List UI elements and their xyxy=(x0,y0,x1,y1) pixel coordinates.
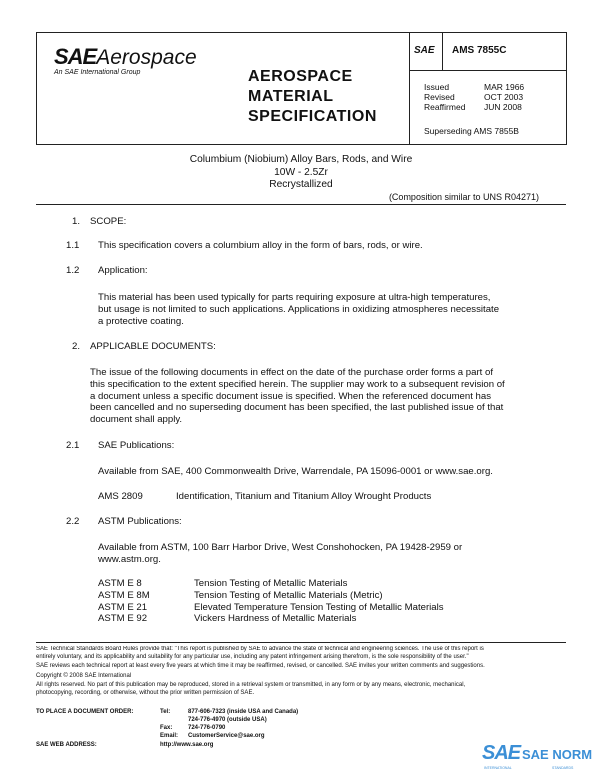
email-label: Email: xyxy=(160,733,179,739)
footer-line: SAE reviews each technical report at least every five years at which time it may be reaffirmed, revised, or cancelled. SAE invites your written comments and suggestions. xyxy=(36,663,485,669)
sae-norm-watermark xyxy=(482,742,592,772)
email-value[interactable]: CustomerService@sae.org xyxy=(188,733,265,739)
doc-title xyxy=(36,154,566,192)
spec-title xyxy=(248,67,377,127)
logo-sae-text: SAE xyxy=(54,44,97,69)
watermark-sub-1: INTERNATIONAL xyxy=(484,766,512,770)
ams-2809-title: Identification, Titanium and Titanium Alloy Wrought Products xyxy=(176,491,432,502)
superseding-note: Superseding AMS 7855B xyxy=(424,126,519,136)
list-item xyxy=(98,602,518,614)
astm-list xyxy=(98,578,518,625)
issued-value: MAR 1966 xyxy=(484,82,525,92)
para-line: a document unless a specific document issue is specified. When the referenced document has xyxy=(90,390,492,402)
para-line: been cancelled and no superseding document has been specified, the last published issue of that xyxy=(90,402,504,414)
section-2-2-title: ASTM Publications: xyxy=(98,516,182,527)
header-divider-3 xyxy=(409,70,566,71)
para-line: The issue of the following documents in effect on the date of the purchase order forms a part of xyxy=(90,367,493,378)
watermark-sae-logo: SAE xyxy=(482,742,521,764)
para-line: this specification to the extent specified herein. The supplier may work to a subsequent revision of xyxy=(90,378,505,390)
watermark-norm-text: SAE NORM xyxy=(522,747,593,762)
reaffirmed-value: JUN 2008 xyxy=(484,102,522,112)
watermark-sub-2: STANDARDS xyxy=(552,766,574,770)
section-2-1-title: SAE Publications: xyxy=(98,440,175,451)
astm-title: Elevated Temperature Tension Testing of Metallic Materials xyxy=(194,601,444,613)
logo-aerospace-text: Aerospace xyxy=(96,46,197,69)
para-line: www.astm.org. xyxy=(98,553,161,565)
section-1-1-number: 1.1 xyxy=(66,240,80,251)
spec-title-line-3: SPECIFICATION xyxy=(248,108,377,125)
footer-line: Copyright © 2008 SAE International xyxy=(36,672,132,679)
web-value[interactable]: http://www.sae.org xyxy=(160,742,214,748)
fax-label: Fax: xyxy=(160,725,173,731)
sae-aerospace-logo xyxy=(54,44,197,70)
issued-label: Issued xyxy=(424,82,450,92)
astm-title: Vickers Hardness of Metallic Materials xyxy=(194,613,357,625)
footer-line: All rights reserved. No part of this publication may be reproduced, stored in a retrieval system or transmitted, in any form or by any means, electronic, mechanical, xyxy=(36,682,466,688)
para-line: a protective coating. xyxy=(98,315,184,327)
section-2-title: APPLICABLE DOCUMENTS: xyxy=(90,341,216,352)
sae-mark: SAE xyxy=(414,45,435,56)
section-2-2-number: 2.2 xyxy=(66,516,80,527)
footer-rule xyxy=(36,642,566,643)
tel-label: Tel: xyxy=(160,709,171,715)
list-item xyxy=(98,590,518,602)
logo-tagline: An SAE International Group xyxy=(54,69,141,76)
doc-number: AMS 7855C xyxy=(452,45,507,56)
tel2-value: 724-776-4970 (outside USA) xyxy=(188,717,267,723)
section-1-2-title: Application: xyxy=(98,265,148,276)
section-1-title: SCOPE: xyxy=(90,216,127,227)
ams-2809-id: AMS 2809 xyxy=(98,491,143,502)
section-2-1-number: 2.1 xyxy=(66,440,80,451)
section-2-number: 2. xyxy=(72,341,81,352)
section-1-1-text: This specification covers a columbium alloy in the form of bars, rods, or wire. xyxy=(98,240,423,251)
section-1-2-paragraph xyxy=(98,292,499,327)
title-rule xyxy=(36,204,566,205)
doc-title-line-1: Columbium (Niobium) Alloy Bars, Rods, and Wire xyxy=(189,154,413,165)
revised-label: Revised xyxy=(424,92,455,102)
spec-title-line-1: AEROSPACE xyxy=(248,68,353,85)
astm-id: ASTM E 8M xyxy=(98,589,150,601)
footer-line: entirely voluntary, and its applicability and suitability for any particular use, including any patent infringement arising therefrom, is the sole responsibility of the user." xyxy=(36,653,469,660)
sae-availability: Available from SAE, 400 Commonwealth Drive, Warrendale, PA 15096-0001 or www.sae.org. xyxy=(98,466,493,477)
doc-title-line-3: Recrystallized xyxy=(269,179,333,190)
fax-value: 724-776-0790 xyxy=(188,725,226,731)
footer-legal xyxy=(36,646,568,697)
astm-title: Tension Testing of Metallic Materials xyxy=(194,578,348,589)
web-label: SAE WEB ADDRESS: xyxy=(36,742,97,748)
para-line: document shall apply. xyxy=(90,414,183,426)
para-line: but usage is not limited to such applications. Applications in oxidizing atmospheres necessitate xyxy=(98,303,500,315)
astm-title: Tension Testing of Metallic Materials (Metric) xyxy=(194,589,383,601)
spec-title-line-2: MATERIAL xyxy=(248,88,334,105)
astm-availability xyxy=(98,542,462,566)
order-label: TO PLACE A DOCUMENT ORDER: xyxy=(36,709,134,715)
para-line: This material has been used typically for parts requiring exposure at ultra-high temperatures, xyxy=(98,292,491,303)
footer-line: SAE Technical Standards Board Rules provide that: "This report is published by SAE to advance the state of technical and engineering sciences. The use of this report is xyxy=(36,646,484,652)
astm-id: ASTM E 92 xyxy=(98,613,148,625)
reaffirmed-label: Reaffirmed xyxy=(424,102,466,112)
section-1-number: 1. xyxy=(72,216,81,227)
revised-value: OCT 2003 xyxy=(484,92,524,102)
section-1-2-number: 1.2 xyxy=(66,265,80,276)
astm-id: ASTM E 8 xyxy=(98,578,142,589)
header-divider-2 xyxy=(442,32,443,70)
footer-line: photocopying, recording, or otherwise, without the prior written permission of SAE. xyxy=(36,689,255,696)
list-item xyxy=(98,613,518,625)
astm-id: ASTM E 21 xyxy=(98,601,148,613)
doc-title-line-2: 10W - 2.5Zr xyxy=(274,166,328,178)
tel-value: 877-606-7323 (inside USA and Canada) xyxy=(188,709,299,715)
para-line: Available from ASTM, 100 Barr Harbor Drive, West Conshohocken, PA 19428-2959 or xyxy=(98,542,463,553)
composition-note: (Composition similar to UNS R04271) xyxy=(388,192,539,202)
list-item xyxy=(98,578,518,590)
section-2-paragraph xyxy=(90,367,505,426)
header-divider-1 xyxy=(409,32,410,144)
